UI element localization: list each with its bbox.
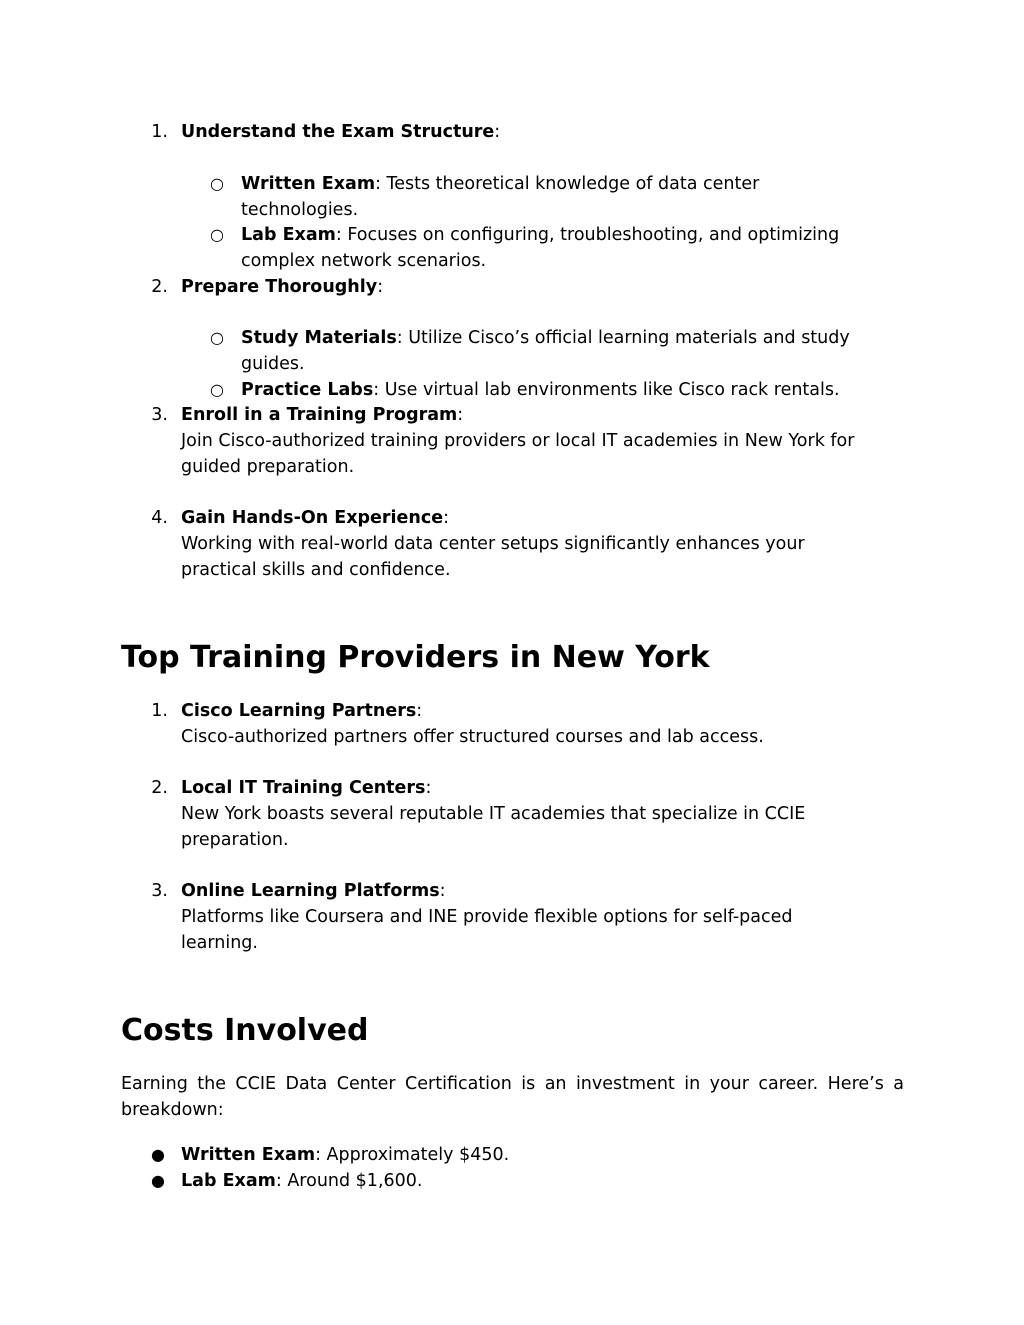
list-item-body: practical skills and confidence.: [181, 560, 451, 580]
list-item-body: Working with real-world data center setups significantly enhances your: [181, 534, 805, 554]
sub-item-text: : Tests theoretical knowledge of data center: [375, 174, 760, 194]
colon: :: [425, 778, 432, 798]
hollow-bullet-icon: ○: [210, 328, 224, 347]
provider-title: Local IT Training Centers: [181, 778, 426, 798]
list-number: 2.: [151, 778, 168, 798]
sub-item-title: Study Materials: [241, 328, 397, 348]
list-item-body: learning.: [181, 933, 258, 953]
sub-item-continuation: complex network scenarios.: [241, 251, 487, 271]
list-number: 2.: [151, 277, 168, 297]
step-title: Enroll in a Training Program: [181, 405, 458, 425]
list-item-heading: [181, 507, 449, 529]
list-item-body: Join Cisco-authorized training providers or local IT academies in New York for: [181, 431, 855, 451]
cost-item-title: Lab Exam: [181, 1171, 276, 1191]
cost-item-text: : Around $1,600.: [275, 1171, 423, 1191]
sub-item-title: Written Exam: [241, 174, 376, 194]
list-item-heading: [181, 880, 446, 902]
list-item-heading: [181, 276, 383, 298]
sub-item-title: Lab Exam: [241, 225, 336, 245]
list-item-body: Cisco-authorized partners offer structured courses and lab access.: [181, 727, 764, 747]
cost-item: [181, 1144, 509, 1166]
sub-item-text: : Utilize Cisco’s official learning materials and study: [396, 328, 850, 348]
sub-item-text: : Focuses on configuring, troubleshooting, and optimizing: [335, 225, 840, 245]
colon: :: [377, 277, 384, 297]
sub-item-text: : Use virtual lab environments like Cisco rack rentals.: [373, 380, 840, 400]
sub-item: [241, 327, 850, 349]
list-number: 3.: [151, 405, 168, 425]
cost-item: [181, 1170, 422, 1192]
solid-bullet-icon: ●: [151, 1145, 165, 1164]
sub-item: [241, 379, 840, 401]
hollow-bullet-icon: ○: [210, 225, 224, 244]
sub-item: [241, 173, 759, 195]
sub-item: [241, 224, 839, 246]
section-heading: Costs Involved: [121, 1013, 369, 1048]
cost-item-text: : Approximately $450.: [315, 1145, 510, 1165]
costs-intro-paragraph: Earning the CCIE Data Center Certification is an investment in your career. Here’s a breakdown:: [121, 1074, 904, 1120]
list-item-heading: [181, 404, 463, 426]
colon: :: [416, 701, 423, 721]
list-item-heading: [181, 121, 500, 143]
step-title: Prepare Thoroughly: [181, 277, 378, 297]
list-number: 1.: [151, 122, 168, 142]
list-number: 3.: [151, 881, 168, 901]
sub-item-continuation: guides.: [241, 354, 305, 374]
sub-item-title: Practice Labs: [241, 380, 374, 400]
colon: :: [457, 405, 464, 425]
cost-item-title: Written Exam: [181, 1145, 316, 1165]
colon: :: [494, 122, 501, 142]
list-item-body: New York boasts several reputable IT academies that specialize in CCIE: [181, 804, 806, 824]
step-title: Understand the Exam Structure: [181, 122, 495, 142]
list-item-heading: [181, 777, 431, 799]
list-item-heading: [181, 700, 422, 722]
section-heading: Top Training Providers in New York: [121, 640, 710, 675]
step-title: Gain Hands-On Experience: [181, 508, 444, 528]
list-item-body: Platforms like Coursera and INE provide flexible options for self-paced: [181, 907, 793, 927]
provider-title: Cisco Learning Partners: [181, 701, 417, 721]
list-number: 1.: [151, 701, 168, 721]
provider-title: Online Learning Platforms: [181, 881, 440, 901]
colon: :: [439, 881, 446, 901]
solid-bullet-icon: ●: [151, 1171, 165, 1190]
colon: :: [443, 508, 450, 528]
hollow-bullet-icon: ○: [210, 174, 224, 193]
hollow-bullet-icon: ○: [210, 380, 224, 399]
list-item-body: preparation.: [181, 830, 289, 850]
sub-item-continuation: technologies.: [241, 200, 359, 220]
list-item-body: guided preparation.: [181, 457, 355, 477]
list-number: 4.: [151, 508, 168, 528]
